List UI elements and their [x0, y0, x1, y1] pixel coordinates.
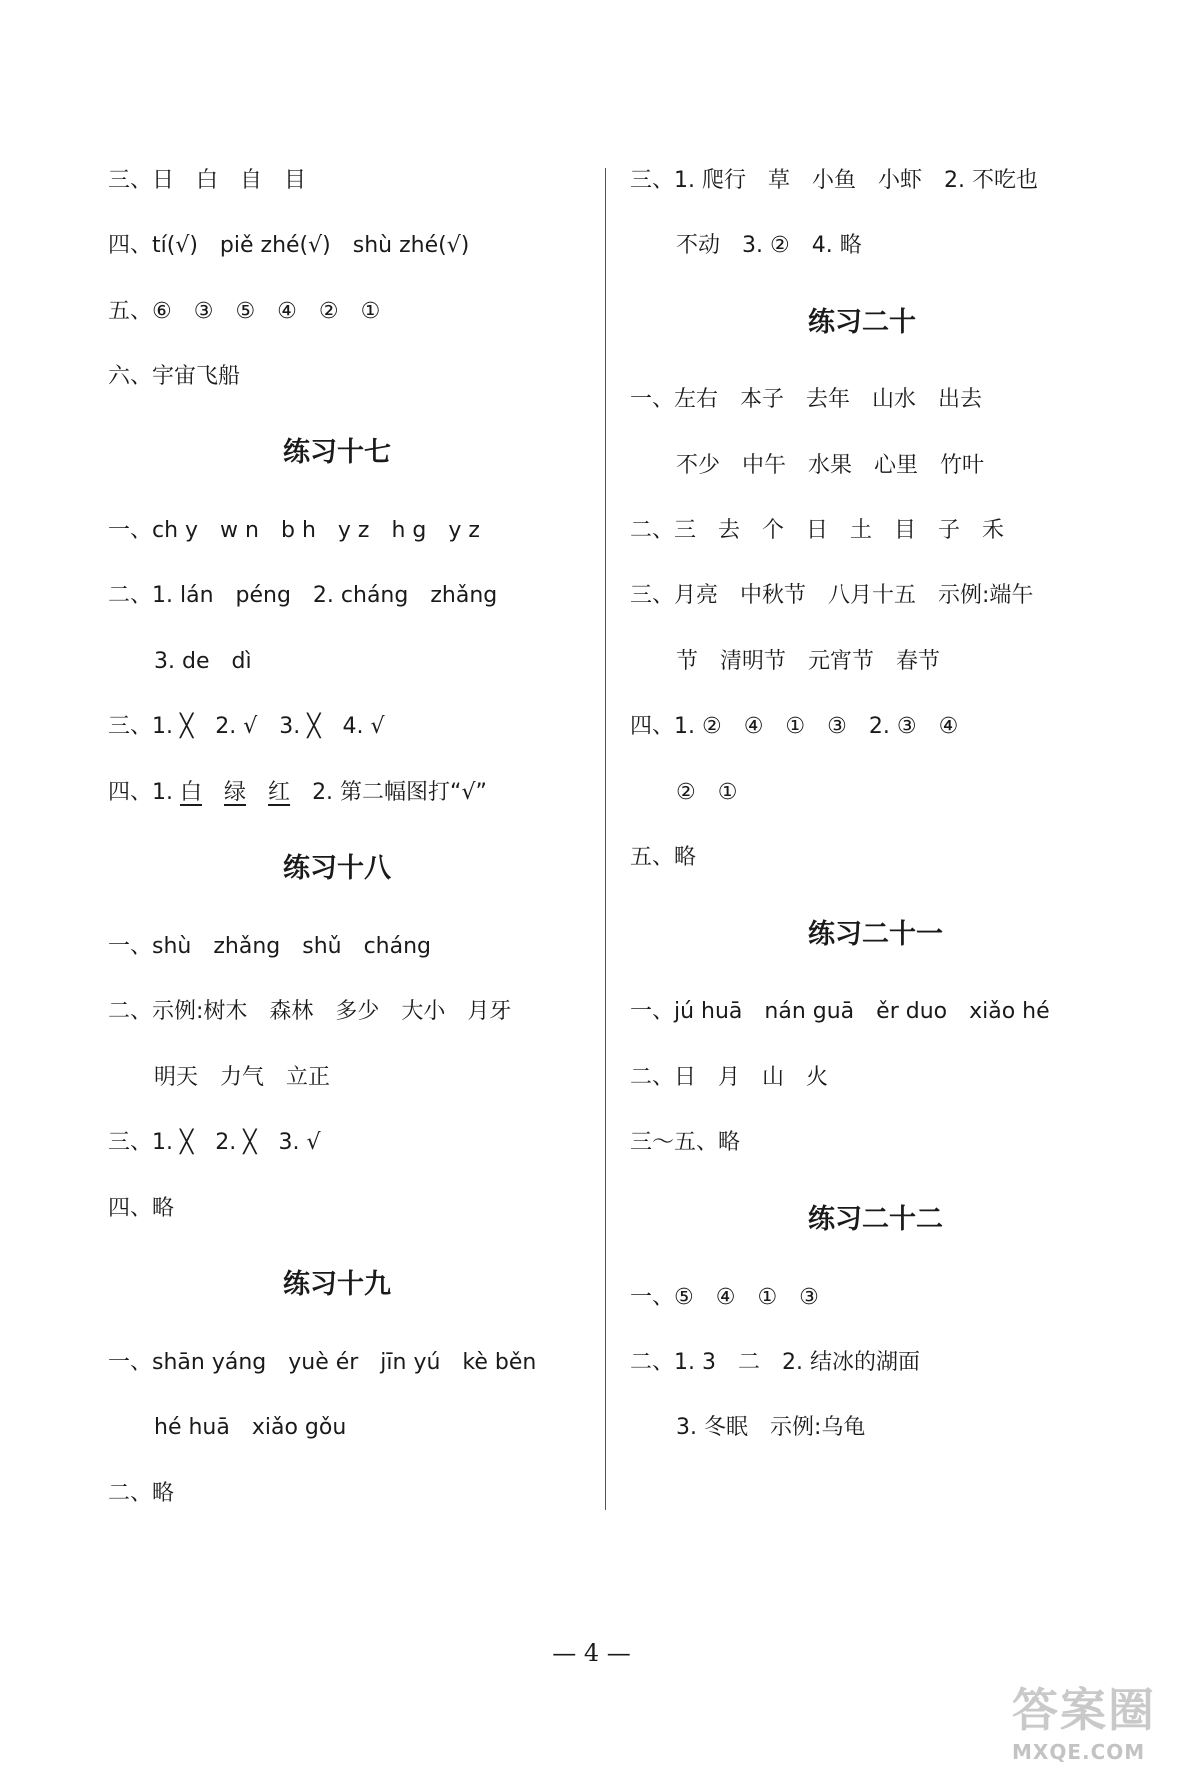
underlined-answer: 白	[179, 780, 202, 805]
section-heading-22: 练习二十二	[808, 1204, 943, 1235]
section-heading-21: 练习二十一	[808, 919, 943, 950]
watermark-text: 答案圈	[1012, 1683, 1156, 1737]
answer-line: 四、略	[108, 1196, 175, 1221]
watermark-logo	[1012, 1680, 1172, 1780]
page-number: — 4 —	[552, 1639, 631, 1667]
answer-line: 不少 中午 水果 心里 竹叶	[676, 453, 985, 478]
section-heading-17: 练习十七	[283, 437, 391, 468]
answer-line: 二、日 月 山 火	[630, 1065, 829, 1090]
answer-line: 一、⑤ ④ ① ③	[630, 1285, 819, 1310]
answer-line: 不动 3. ② 4. 略	[676, 233, 862, 258]
answer-line: 3. de dì	[154, 649, 252, 674]
answer-line: 一、shān yáng yuè ér jīn yú kè běn	[108, 1350, 537, 1375]
answer-line: 三、1. ╳ 2. √ 3. ╳ 4. √	[108, 714, 385, 739]
answer-line: 节 清明节 元宵节 春节	[676, 649, 941, 674]
answer-line: 3. 冬眠 示例:乌龟	[676, 1415, 866, 1440]
answer-line: 三、月亮 中秋节 八月十五 示例:端午	[630, 583, 1034, 608]
answer-line: 三、1. ╳ 2. ╳ 3. √	[108, 1130, 321, 1155]
answer-line: 明天 力气 立正	[154, 1065, 331, 1090]
watermark-url: MXQE.COM	[1012, 1740, 1146, 1764]
column-divider	[605, 168, 606, 1510]
answer-line: 三～五、略	[630, 1130, 741, 1155]
answer-line: 一、jú huā nán guā ěr duo xiǎo hé	[630, 999, 1050, 1024]
answer-line: 五、略	[630, 845, 697, 870]
answer-line: 六、宇宙飞船	[108, 364, 241, 389]
answer-line: 二、1. 3 二 2. 结冰的湖面	[630, 1350, 920, 1375]
answer-line: ② ①	[676, 780, 738, 805]
answer-line: 二、三 去 个 日 土 目 子 禾	[630, 518, 1005, 543]
answer-line: 四、1. ② ④ ① ③ 2. ③ ④	[630, 714, 959, 739]
answer-line: 三、日 白 自 目	[108, 168, 307, 193]
answer-line: 五、⑥ ③ ⑤ ④ ② ①	[108, 299, 381, 324]
underlined-answer: 红	[268, 780, 291, 805]
answer-line: 一、左右 本子 去年 山水 出去	[630, 387, 983, 412]
answer-line: hé huā xiǎo gǒu	[154, 1415, 347, 1440]
answer-line: 一、shù zhǎng shǔ cháng	[108, 934, 432, 959]
answer-line: 四、tí(√) piě zhé(√) shù zhé(√)	[108, 233, 470, 258]
answer-line: 二、示例:树木 森林 多少 大小 月牙	[108, 999, 512, 1024]
answer-prefix: 四、1.	[108, 780, 180, 805]
answer-line	[108, 778, 487, 808]
section-heading-19: 练习十九	[283, 1269, 391, 1300]
underlined-answer: 绿	[224, 780, 247, 805]
answer-line: 二、1. lán péng 2. cháng zhǎng	[108, 583, 498, 608]
answer-line: 二、略	[108, 1481, 175, 1506]
section-heading-18: 练习十八	[283, 853, 391, 884]
answer-suffix: 2. 第二幅图打“√”	[290, 780, 487, 805]
section-heading-20: 练习二十	[808, 307, 916, 338]
answer-line: 三、1. 爬行 草 小鱼 小虾 2. 不吃也	[630, 168, 1038, 193]
answer-line: 一、ch y w n b h y z h g y z	[108, 518, 480, 543]
